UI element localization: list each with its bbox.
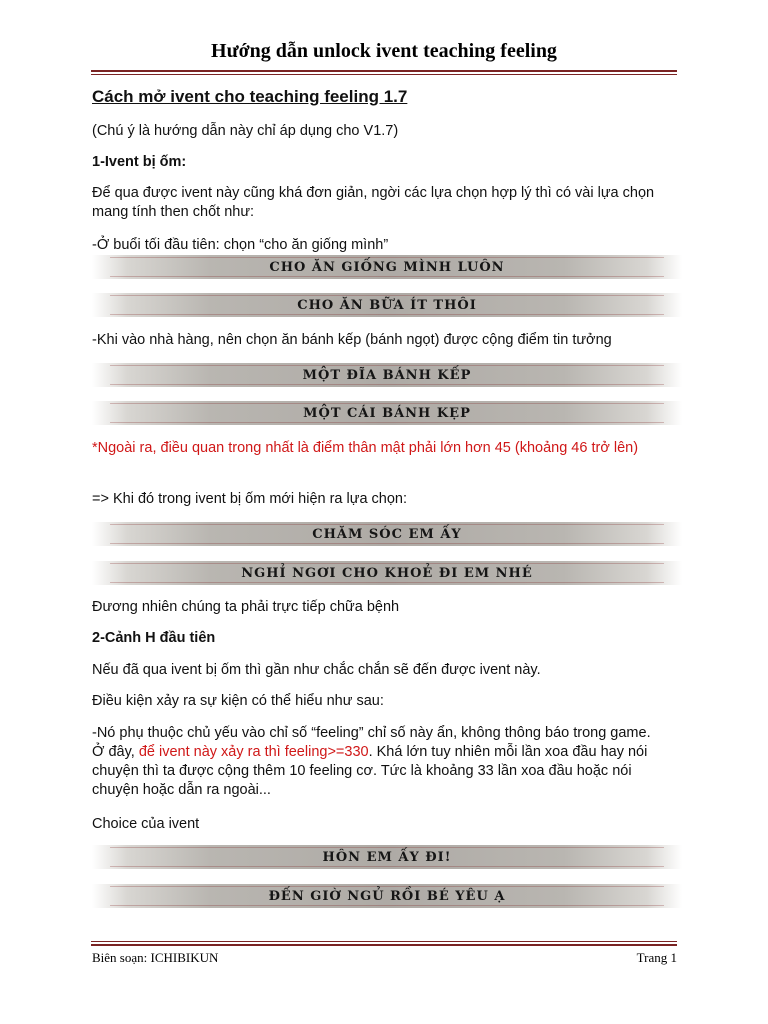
- part1-restaurant: -Khi vào nhà hàng, nên chọn ăn bánh kếp (bánh ngọt) được cộng điểm tin tưởng: [92, 332, 612, 348]
- choice-banner: [92, 255, 682, 279]
- choice-banner: [92, 401, 682, 425]
- part2-heading: 2-Cảnh H đầu tiên: [92, 630, 216, 646]
- choice-banner: [92, 293, 682, 317]
- part1-conclusion: Đương nhiên chúng ta phải trực tiếp chữa bệnh: [92, 599, 400, 615]
- choice-banner: [92, 845, 682, 869]
- paragraph-text: . Khá lớn tuy nhiên mỗi lần xoa đầu hay nói chuyện thì ta được cộng thêm 10 feeling cơ. Tức là khoảng 33 lần xoa đầu hoặc nói chuyện hoặc dẫn ra ngoài...: [92, 744, 648, 798]
- choice-banner: [92, 561, 682, 585]
- part2-paragraph: [92, 724, 667, 800]
- choice-label: CHO ĂN GIỐNG MÌNH LUÔN: [269, 259, 505, 275]
- choice-label: CHĂM SÓC EM ẤY: [312, 526, 462, 542]
- choice-label: HÔN EM ẤY ĐI!: [322, 849, 452, 865]
- version-note: (Chú ý là hướng dẫn này chỉ áp dụng cho V1.7): [92, 123, 399, 139]
- document-header-title: Hướng dẫn unlock ivent teaching feeling: [211, 40, 557, 62]
- choice-label: MỘT ĐĨA BÁNH KẾP: [302, 367, 472, 383]
- choice-label: MỘT CÁI BÁNH KẸP: [303, 405, 471, 421]
- choice-banner: [92, 522, 682, 546]
- choice-label: NGHỈ NGƠI CHO KHOẺ ĐI EM NHÉ: [241, 565, 533, 581]
- header-divider: [91, 70, 677, 75]
- part1-heading: 1-Ivent bị ốm:: [92, 154, 187, 170]
- choice-banner: [92, 363, 682, 387]
- footer-author: Biên soạn: ICHIBIKUN: [92, 950, 219, 965]
- section-title: Cách mở ivent cho teaching feeling 1.7: [92, 87, 408, 106]
- part1-result: => Khi đó trong ivent bị ốm mới hiện ra lựa chọn:: [92, 491, 408, 507]
- choice-label: ĐẾN GIỜ NGỦ RỒI BÉ YÊU Ạ: [268, 888, 506, 904]
- footer-divider: [91, 941, 677, 946]
- part2-line2: Điều kiện xảy ra sự kiện có thể hiểu như sau:: [92, 693, 384, 709]
- part1-intro: Để qua được ivent này cũng khá đơn giản, ngời các lựa chọn hợp lý thì có vài lựa chọn mang tính then chốt như:: [92, 185, 655, 220]
- part1-important-note: *Ngoài ra, điều quan trong nhất là điểm thân mật phải lớn hơn 45 (khoảng 46 trở lên): [92, 440, 639, 456]
- choice-banner: [92, 884, 682, 908]
- highlight-condition: để ivent này xảy ra thì feeling>=330: [138, 744, 369, 760]
- paragraph-text: -Nó phụ thuộc chủ yếu vào chỉ số “feeling” chỉ số này ẩn, không thông báo trong game. Ở đây,: [92, 725, 651, 760]
- choice-label: CHO ĂN BỮA ÍT THÔI: [297, 297, 477, 313]
- part2-line1: Nếu đã qua ivent bị ốm thì gần như chắc chắn sẽ đến được ivent này.: [92, 662, 541, 678]
- footer-page-number: Trang 1: [636, 950, 677, 965]
- part1-first-night: -Ở buổi tối đầu tiên: chọn “cho ăn giống mình”: [92, 237, 389, 253]
- part2-choice-label: Choice của ivent: [92, 816, 200, 832]
